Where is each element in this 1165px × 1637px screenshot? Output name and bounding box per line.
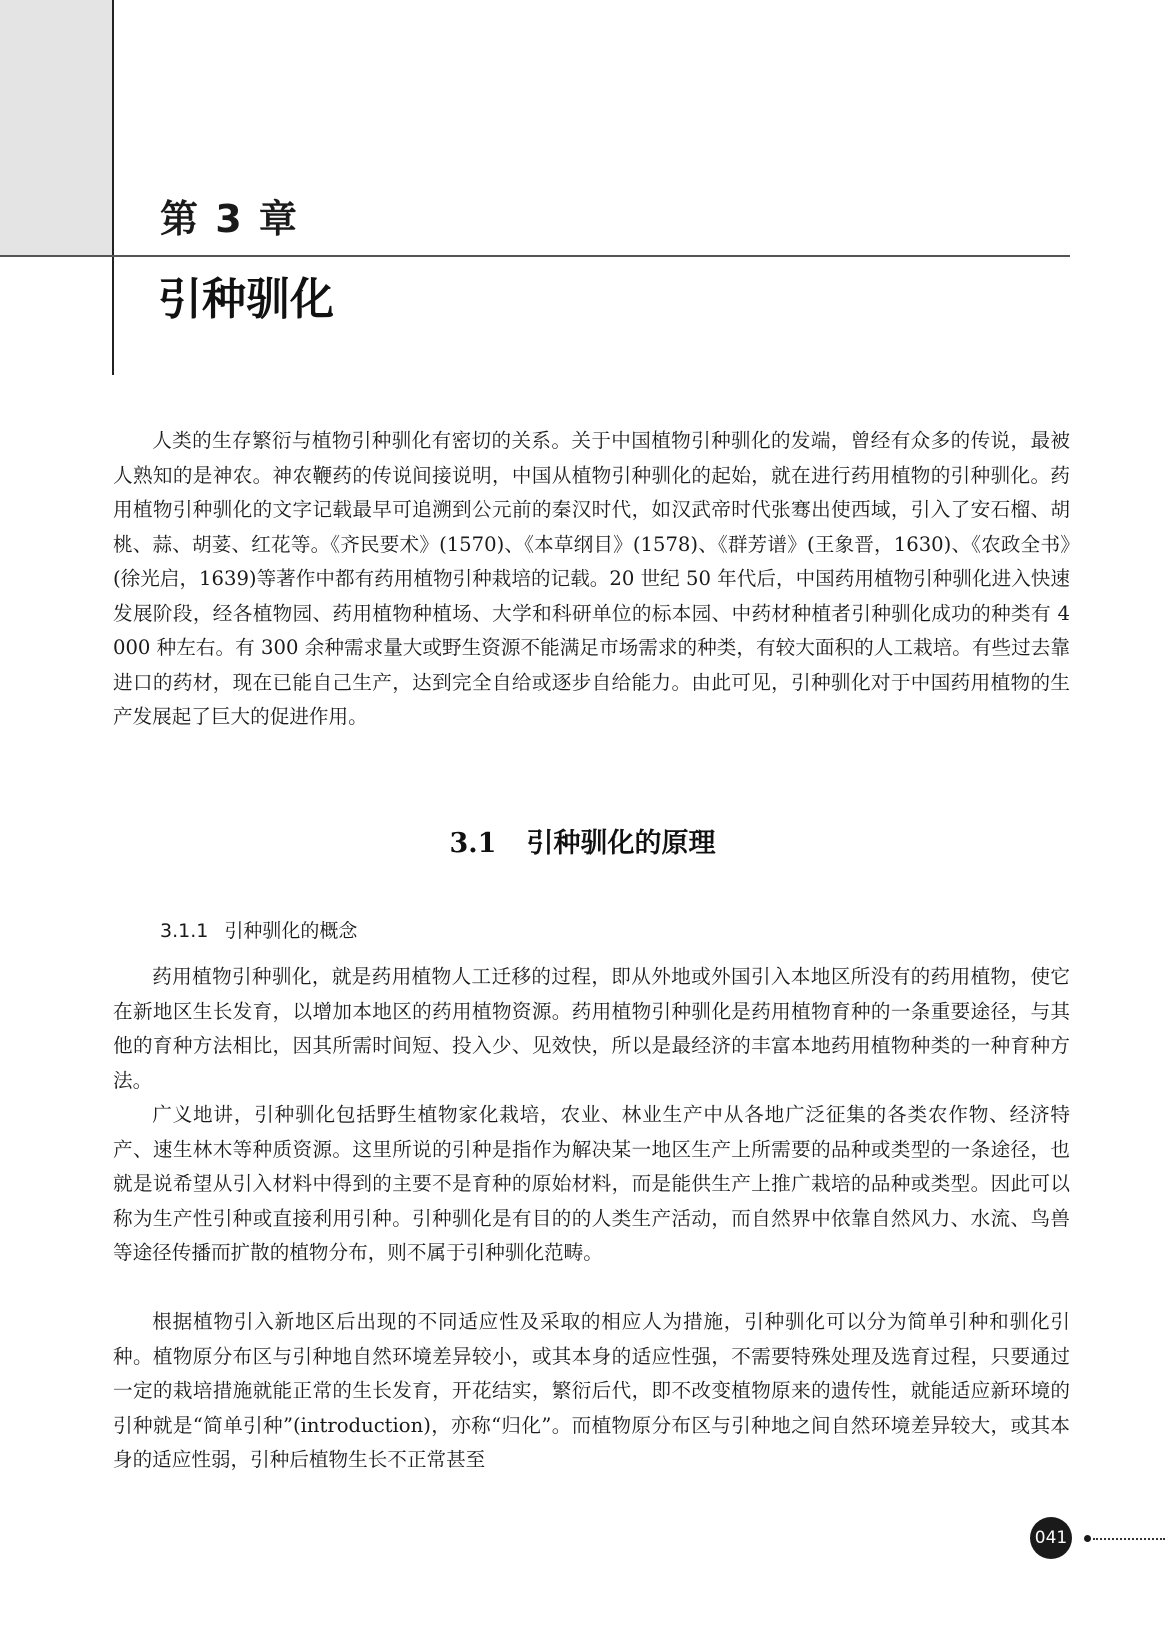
chapter-header-gray-block xyxy=(0,0,113,256)
page-leader-dot xyxy=(1084,1535,1091,1542)
section-number: 3.1 xyxy=(449,828,497,859)
page-dotted-leader xyxy=(1093,1538,1165,1540)
chapter-vertical-rule xyxy=(112,0,114,375)
body-paragraph: 根据植物引入新地区后出现的不同适应性及采取的相应人为措施，引种驯化可以分为简单引种和驯化引种。植物原分布区与引种地自然环境差异较小，或其本身的适应性强，不需要特殊处理及选育过程，只要通过一定的栽培措施就能正常的生长发育，开花结实，繁衍后代，即不改变植物原来的遗传性，就能适应新环境的引种就是“简单引种”(introduction)，亦称“归化”。而植物原分布区与引种地之间自然环境差异较大，或其本身的适应性弱，引种后植物生长不正常甚至 xyxy=(113,1310,1070,1471)
subsection-number: 3.1.1 xyxy=(160,920,209,942)
section-title: 引种驯化的原理 xyxy=(526,828,716,859)
body-paragraph: 广义地讲，引种驯化包括野生植物家化栽培，农业、林业生产中从各地广泛征集的各类农作物、经济特产、速生林木等种质资源。这里所说的引种是指作为解决某一地区生产上所需要的品种或类型的一条途径，也就是说希望从引入材料中得到的主要不是育种的原始材料，而是能供生产上推广栽培的品种或类型。因此可以称为生产性引种或直接利用引种。引种驯化是有目的的人类生产活动，而自然界中依靠自然风力、水流、鸟兽等途径传播而扩散的植物分布，则不属于引种驯化范畴。 xyxy=(113,1103,1070,1264)
section-heading xyxy=(0,826,1165,862)
chapter-horizontal-rule xyxy=(0,255,1070,257)
subsection-heading xyxy=(160,918,357,944)
page-number-badge: 041 xyxy=(1030,1517,1072,1559)
chapter-title: 引种驯化 xyxy=(158,274,334,325)
chapter-label: 第 3 章 xyxy=(160,197,299,241)
body-paragraph: 药用植物引种驯化，就是药用植物人工迁移的过程，即从外地或外国引入本地区所没有的药用植物，使它在新地区生长发育，以增加本地区的药用植物资源。药用植物引种驯化是药用植物育种的一条重要途径，与其他的育种方法相比，因其所需时间短、投入少、见效快，所以是最经济的丰富本地药用植物种类的一种育种方法。 xyxy=(113,965,1070,1092)
subsection-title: 引种驯化的概念 xyxy=(224,920,358,942)
intro-paragraph: 人类的生存繁衍与植物引种驯化有密切的关系。关于中国植物引种驯化的发端，曾经有众多的传说，最被人熟知的是神农。神农鞭药的传说间接说明，中国从植物引种驯化的起始，就在进行药用植物的引种驯化。药用植物引种驯化的文字记载最早可追溯到公元前的秦汉时代，如汉武帝时代张骞出使西域，引入了安石榴、胡桃、蒜、胡荽、红花等。《齐民要术》(1570)、《本草纲目》(1578)、《群芳谱》(王象晋，1630)、《农政全书》(徐光启，1639)等著作中都有药用植物引种栽培的记载。20 世纪 50 年代后，中国药用植物引种驯化进入快速发展阶段，经各植物园、药用植物种植场、大学和科研单位的标本园、中药材种植者引种驯化成功的种类有 4 000 种左右。有 300 余种需求量大或野生资源不能满足市场需求的种类，有较大面积的人工栽培。有些过去靠进口的药材，现在已能自己生产，达到完全自给或逐步自给能力。由此可见，引种驯化对于中国药用植物的生产发展起了巨大的促进作用。 xyxy=(113,429,1070,728)
